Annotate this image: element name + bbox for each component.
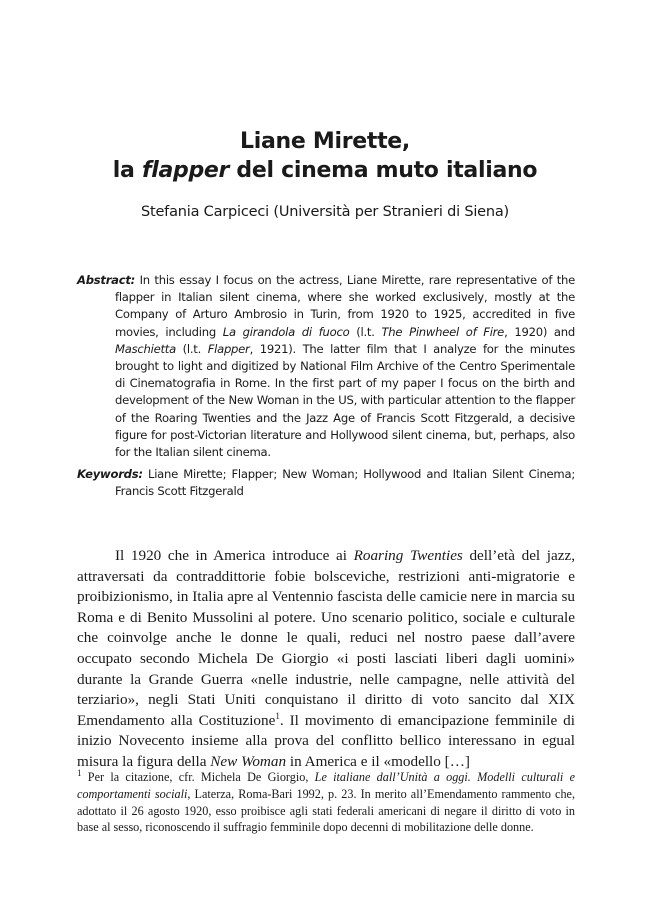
abstract-film-title-2: The Pinwheel of Fire bbox=[381, 324, 505, 339]
article-title-line-2 bbox=[0, 157, 650, 185]
abstract-film-title-4: Flapper bbox=[207, 341, 250, 356]
footnote-text-2: , Laterza, Roma-Bari 1992, p. 23. In merito all’Emendamento rammento che, adottato il 26 agosto 1920, esso proibisce agli stati federali americani di negare il diritto di voto in base al sesso, riconoscendo il suffragio femminile dopo decenni di mobilitazione delle donne. bbox=[77, 786, 575, 835]
title-line-2-before: la bbox=[112, 158, 142, 183]
abstract-text-4: (l.t. bbox=[175, 341, 208, 356]
abstract-film-title-3: Maschietta bbox=[115, 341, 176, 356]
abstract-paragraph bbox=[77, 272, 575, 461]
abstract-text-3: , 1920) and bbox=[504, 324, 575, 339]
abstract-film-title-1: La girandola di fuoco bbox=[222, 324, 350, 339]
footnote-text-1: Per la citazione, cfr. Michela De Giorgio, bbox=[81, 770, 315, 784]
article-title-line-1 bbox=[0, 128, 650, 156]
body-paragraph bbox=[77, 546, 575, 773]
title-line-1-text: Liane Mirette, bbox=[240, 129, 410, 154]
keywords-paragraph bbox=[77, 466, 575, 500]
footnote-reference[interactable]: 1 bbox=[275, 710, 280, 721]
body-text-1: Il 1920 che in America introduce ai bbox=[115, 547, 354, 564]
author-affiliation: Stefania Carpiceci (Università per Stranieri di Siena) bbox=[140, 204, 510, 220]
keywords-label: Keywords: bbox=[77, 467, 143, 481]
footnote-book-title: Le italiane dall’Unità a oggi. Modelli culturali e comportamenti sociali bbox=[77, 770, 575, 801]
title-italic-word: flapper bbox=[141, 158, 230, 183]
abstract-text-5: , 1921). The latter film that I analyze for the minutes brought to light and digitized by National Film Archive of the Centro Sperimentale di Cinematografia in Rome. In the first part of my paper I focus on the birth and development of the New Woman in the US, with particular attention to the flapper of the Roaring Twenties and the Jazz Age of Francis Scott Fitzgerald, a decisive figure for post-Victorian literature and Hollywood silent cinema, but, perhaps, also for the Italian silent cinema. bbox=[115, 341, 575, 460]
body-italic-1: Roaring Twenties bbox=[353, 547, 463, 564]
keywords-text: Liane Mirette; Flapper; New Woman; Hollywood and Italian Silent Cinema; Francis Scott Fitzgerald bbox=[115, 467, 575, 499]
body-text-2: dell’età del jazz, attraversati da contraddittorie fobie bolsceviche, restrizioni anti-migratorie e proibizionismo, in Italia apre al Ventennio fascista delle camicie nere in marcia su Roma e di Benito Mussolini al potere. Uno scenario politico, sociale e culturale che coinvolge anche le donne le quali, reduci nel nostro paese dall’avere occupato secondo Michela De Giorgio «i posti lasciati liberi dagli uomini» durante la Grande Guerra «nelle industrie, nelle campagne, nelle attività del terziario», negli Stati Uniti conquistano il diritto di voto sancito dal XIX Emendamento alla Costituzione bbox=[77, 547, 575, 729]
body-text-4: in America e il «modello […] bbox=[286, 752, 470, 770]
body-italic-2: New Woman bbox=[210, 752, 287, 770]
body-text-3: . Il movimento di emancipazione femminile di inizio Novecento insieme alla prova del conflitto bellico interessano in egual misura la figura della bbox=[77, 711, 575, 770]
footnote-mark: 1 bbox=[77, 767, 82, 778]
abstract-text-1: In this essay I focus on the actress, Liane Mirette, rare representative of the flapper in Italian silent cinema, where she worked exclusively, mostly at the Company of Arturo Ambrosio in Turin, from 1920 to 1925, accredited in five movies, including bbox=[115, 273, 575, 339]
abstract-text-2: (l.t. bbox=[349, 324, 382, 339]
abstract-label: Abstract: bbox=[77, 273, 136, 287]
title-line-2-after: del cinema muto italiano bbox=[229, 158, 538, 183]
footnote bbox=[77, 769, 575, 836]
